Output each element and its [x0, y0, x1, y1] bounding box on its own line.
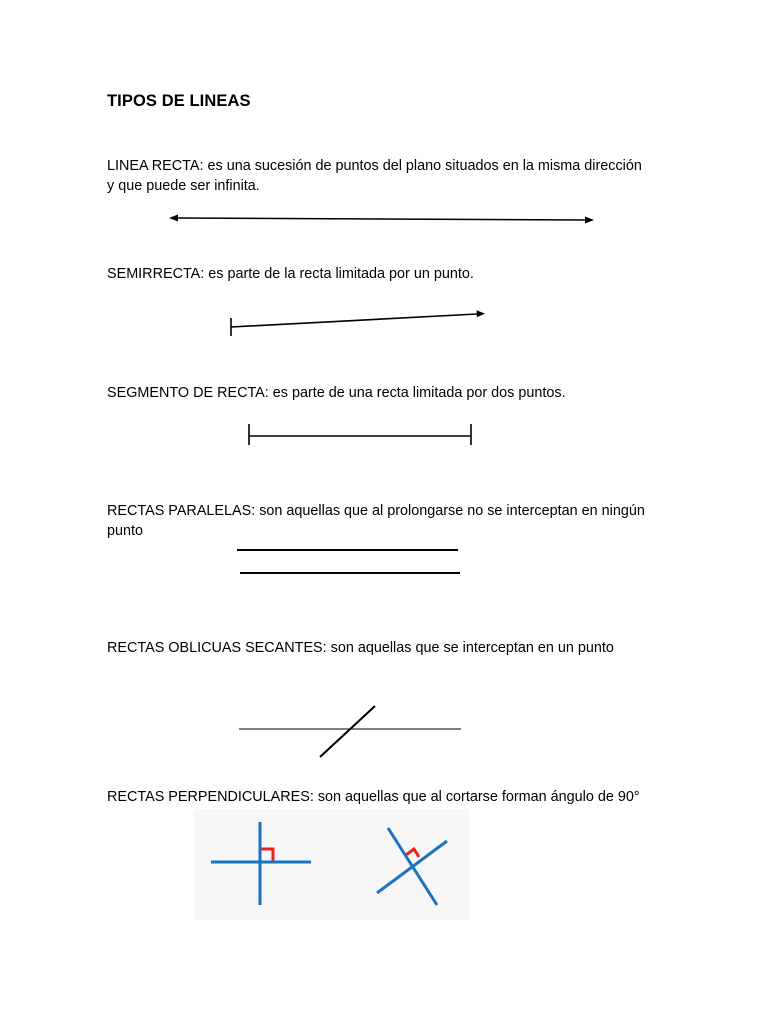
segmento-definition: SEGMENTO DE RECTA: es parte de una recta limitada por dos puntos.	[107, 385, 566, 401]
page-title: TIPOS DE LINEAS	[107, 92, 251, 110]
ray-figure	[231, 310, 485, 336]
paralelas-definition: RECTAS PARALELAS: son aquellas que al prolongarse no se interceptan en ningún punto	[107, 503, 645, 539]
perpendiculares-definition: RECTAS PERPENDICULARES: son aquellas que al cortarse forman ángulo de 90°	[107, 789, 640, 805]
right-arrowhead	[585, 217, 594, 224]
straight-line-figure	[169, 215, 594, 224]
ray-arrowhead	[477, 310, 486, 317]
secant-oblique-line	[320, 706, 375, 757]
parallel-lines-figure	[237, 550, 460, 573]
secant-lines-figure	[239, 706, 461, 757]
oblicuas-definition: RECTAS OBLICUAS SECANTES: son aquellas que se interceptan en un punto	[107, 640, 614, 656]
recta-definition: LINEA RECTA: es una sucesión de puntos del plano situados en la misma dirección y que puede ser infinita.	[107, 158, 642, 194]
perpendicular-image-panel	[194, 809, 469, 920]
left-arrowhead	[169, 215, 178, 222]
segment-figure	[249, 424, 471, 445]
semirrecta-definition: SEMIRRECTA: es parte de la recta limitada por un punto.	[107, 266, 474, 282]
